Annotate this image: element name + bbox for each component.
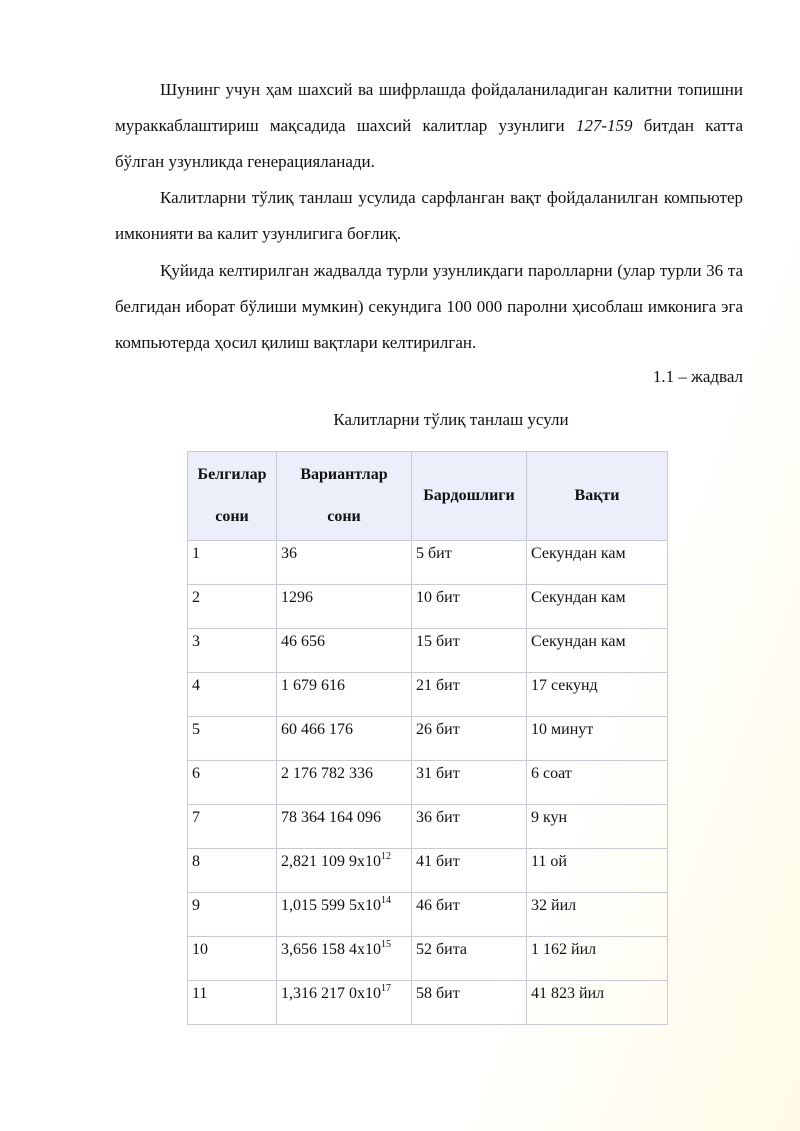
cell-strength-text: 46 бит <box>416 897 460 914</box>
cell-symbols-count <box>188 673 277 717</box>
cell-symbols-count-text: 4 <box>192 677 200 694</box>
cell-symbols-count-text: 5 <box>192 721 200 738</box>
cell-time <box>527 761 668 805</box>
cell-strength <box>412 585 527 629</box>
exponent: 17 <box>381 983 391 994</box>
cell-strength <box>412 849 527 893</box>
paragraph-text: Шунинг учун ҳам шахсий ва шифрлашда фойдаланиладиган калитни топишни мураккаблаштириш мақсадида шахсий калитлар узунлиги <box>115 80 743 135</box>
table-row <box>188 585 668 629</box>
paragraph-text: битдан катта бўлган узунликда генерацияланади. <box>115 116 743 171</box>
table-row <box>188 893 668 937</box>
cell-symbols-count-text: 2 <box>192 589 200 606</box>
cell-variants-count-text: 2 176 782 336 <box>281 765 373 782</box>
cell-time-text: 17 секунд <box>531 677 598 694</box>
cell-symbols-count-text: 10 <box>192 941 208 958</box>
table-row <box>188 717 668 761</box>
exponent: 15 <box>381 939 391 950</box>
cell-variants-count <box>277 761 412 805</box>
cell-time-text: 11 ой <box>531 853 567 870</box>
cell-variants-count <box>277 673 412 717</box>
cell-strength-text: 5 бит <box>416 545 452 562</box>
cell-variants-count <box>277 541 412 585</box>
cell-variants-count-text: 1296 <box>281 589 313 606</box>
cell-strength <box>412 937 527 981</box>
cell-time <box>527 541 668 585</box>
cell-symbols-count-text: 9 <box>192 897 200 914</box>
cell-time-text: 6 соат <box>531 765 572 782</box>
cell-symbols-count-text: 11 <box>192 985 208 1002</box>
cell-symbols-count <box>188 805 277 849</box>
cell-variants-count-text: 2,821 109 9x10 <box>281 853 381 870</box>
cell-symbols-count-text: 8 <box>192 853 200 870</box>
cell-strength-text: 15 бит <box>416 633 460 650</box>
cell-time-text: 1 162 йил <box>531 941 597 958</box>
cell-time-text: Секундан кам <box>531 633 626 650</box>
table-row <box>188 629 668 673</box>
header-variants-count: Вариантлар сони <box>277 452 412 541</box>
cell-variants-count <box>277 893 412 937</box>
cell-strength-text: 58 бит <box>416 985 460 1002</box>
cell-variants-count <box>277 805 412 849</box>
paragraph-text: Қуйида келтирилган жадвалда турли узунликдаги паролларни (улар турли 36 та белгидан иборат бўлиши мумкин) секундига 100 000 паролни ҳисоблаш имконига эга компьютерда ҳосил қилиш вақтлари келтирилган. <box>115 261 743 352</box>
cell-time <box>527 629 668 673</box>
cell-strength <box>412 629 527 673</box>
cell-symbols-count-text: 3 <box>192 633 200 650</box>
cell-symbols-count <box>188 761 277 805</box>
cell-variants-count <box>277 937 412 981</box>
table-row <box>188 937 668 981</box>
paragraph-key-length <box>115 72 743 180</box>
table-number: 1.1 – жадвал <box>652 367 743 386</box>
cell-strength <box>412 981 527 1025</box>
cell-strength <box>412 761 527 805</box>
cell-time <box>527 805 668 849</box>
paragraph-table-intro <box>115 253 743 361</box>
cell-variants-count <box>277 717 412 761</box>
cell-strength <box>412 893 527 937</box>
table-row <box>188 761 668 805</box>
cell-symbols-count <box>188 717 277 761</box>
cell-strength-text: 36 бит <box>416 809 460 826</box>
cell-strength-text: 52 бита <box>416 941 467 958</box>
header-time: Вақти <box>527 452 668 541</box>
cell-symbols-count-text: 6 <box>192 765 200 782</box>
cell-strength-text: 10 бит <box>416 589 460 606</box>
cell-symbols-count <box>188 937 277 981</box>
table-row <box>188 981 668 1025</box>
exponent: 14 <box>381 895 391 906</box>
table-row <box>188 805 668 849</box>
cell-time <box>527 893 668 937</box>
cell-variants-count-text: 60 466 176 <box>281 721 353 738</box>
cell-variants-count-text: 1,015 599 5x10 <box>281 897 381 914</box>
cell-symbols-count <box>188 981 277 1025</box>
cell-variants-count <box>277 849 412 893</box>
table-header-row <box>188 452 668 541</box>
exponent: 12 <box>381 851 391 862</box>
paragraph-brute-force-time <box>115 180 743 252</box>
cell-time <box>527 981 668 1025</box>
cell-symbols-count <box>188 849 277 893</box>
table-title: Калитларни тўлиқ танлаш усули <box>333 410 569 429</box>
cell-time <box>527 717 668 761</box>
cell-time <box>527 585 668 629</box>
cell-time-text: 10 минут <box>531 721 594 738</box>
cell-time-text: 41 823 йил <box>531 985 605 1002</box>
cell-symbols-count <box>188 541 277 585</box>
table-row <box>188 541 668 585</box>
cell-variants-count-text: 1,316 217 0x10 <box>281 985 381 1002</box>
table-row <box>188 849 668 893</box>
paragraph-text: Калитларни тўлиқ танлаш усулида сарфланган вақт фойдаланилган компьютер имконияти ва калит узунлигига боғлиқ. <box>115 188 743 243</box>
cell-symbols-count <box>188 585 277 629</box>
cell-symbols-count <box>188 893 277 937</box>
cell-time <box>527 673 668 717</box>
table-row <box>188 673 668 717</box>
cell-time-text: 32 йил <box>531 897 577 914</box>
header-strength: Бардошлиги <box>412 452 527 541</box>
cell-variants-count-text: 46 656 <box>281 633 325 650</box>
cell-symbols-count <box>188 629 277 673</box>
cell-strength <box>412 673 527 717</box>
cell-variants-count <box>277 585 412 629</box>
cell-strength-text: 21 бит <box>416 677 460 694</box>
table-body <box>188 541 668 1025</box>
cell-time-text: 9 кун <box>531 809 568 826</box>
cell-variants-count <box>277 629 412 673</box>
header-symbols-count: Белгилар сони <box>188 452 277 541</box>
cell-symbols-count-text: 7 <box>192 809 200 826</box>
cell-strength-text: 26 бит <box>416 721 460 738</box>
cell-variants-count-text: 3,656 158 4x10 <box>281 941 381 958</box>
cell-variants-count-text: 36 <box>281 545 297 562</box>
cell-strength <box>412 805 527 849</box>
cell-time-text: Секундан кам <box>531 589 626 606</box>
cell-strength-text: 41 бит <box>416 853 460 870</box>
cell-strength <box>412 717 527 761</box>
cell-variants-count-text: 1 679 616 <box>281 677 345 694</box>
cell-strength <box>412 541 527 585</box>
brute-force-table <box>187 451 668 1025</box>
cell-time <box>527 937 668 981</box>
cell-variants-count-text: 78 364 164 096 <box>281 809 381 826</box>
key-length-range: 127-159 <box>575 116 633 135</box>
cell-time-text: Секундан кам <box>531 545 626 562</box>
cell-strength-text: 31 бит <box>416 765 460 782</box>
cell-time <box>527 849 668 893</box>
cell-symbols-count-text: 1 <box>192 545 200 562</box>
cell-variants-count <box>277 981 412 1025</box>
